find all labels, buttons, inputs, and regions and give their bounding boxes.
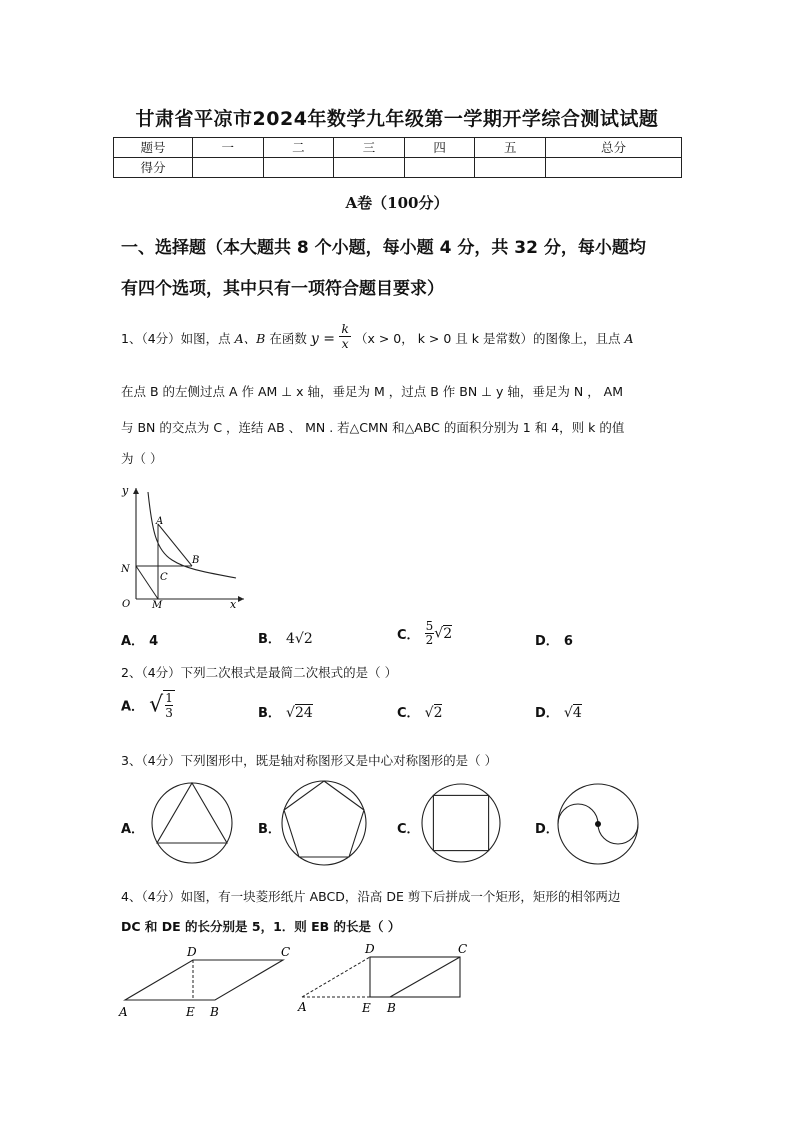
label-d: D	[365, 942, 375, 956]
score-header-cell: 题号	[114, 138, 193, 158]
q2-option-d-label: D．	[535, 706, 559, 721]
q1-prefix: 1、（4分）如图，点	[121, 331, 231, 346]
q3-option-d-label[interactable]: D．	[535, 822, 559, 837]
q2-option-c-label: C．	[397, 706, 420, 721]
label-a: A	[298, 1000, 307, 1014]
q2-option-c-rad: 2	[433, 705, 443, 721]
q1-point-a: A	[624, 331, 634, 346]
score-input-cell	[334, 158, 405, 178]
q1-hyperbola-figure	[112, 480, 252, 612]
page-title: 甘肃省平凉市2024年数学九年级第一学期开学综合测试试题	[135, 108, 659, 130]
q1-line2: 在点 B 的左侧过点 A 作 AM ⊥ x 轴，垂足为 M ，过点 B 作 BN ⊥ y 轴，垂足为 N ， AM	[121, 384, 624, 399]
label-c: C	[160, 572, 168, 583]
label-b: B	[192, 555, 200, 566]
q4-line2: DC 和 DE 的长分别是 5，1．则 EB 的长是（ ）	[121, 919, 401, 934]
q1-frac-num: k	[341, 321, 349, 336]
rhombus-abcd	[125, 960, 283, 1000]
q1-line1: 1、（4分）如图，点 A、B 在函数 y = $\frac{k}{x}$ （x > 0， k > 0 且 k 是常数）的图像上，且点 A	[121, 321, 634, 351]
q1-option-d-label: D．	[535, 634, 559, 649]
q1-option-a[interactable]	[121, 630, 158, 649]
q2-option-b-rad: 24	[294, 705, 313, 721]
q1-option-b-label: B．	[258, 632, 281, 647]
section-heading-line1: 一、选择题（本大题共 8 个小题，每小题 4 分，共 32 分，每小题均	[121, 238, 646, 258]
q2-option-d[interactable]: D． √4	[535, 705, 582, 721]
volume-heading: A卷（100分）	[345, 194, 449, 212]
score-header-cell: 二	[263, 138, 334, 158]
label-b: B	[387, 1001, 396, 1015]
q2-option-a-den: 3	[165, 706, 173, 720]
label-x: x	[230, 598, 237, 611]
label-e: E	[362, 1001, 371, 1015]
score-header-cell: 五	[475, 138, 546, 158]
segment-mn	[136, 566, 158, 599]
label-a: A	[119, 1005, 128, 1019]
rectangle	[370, 957, 460, 997]
q1-option-d[interactable]	[535, 630, 573, 649]
q2-option-a-num: 1	[165, 691, 173, 705]
score-row-label: 得分	[114, 158, 193, 178]
inscribed-square	[433, 795, 488, 850]
q2-stem: 2、（4分）下列二次根式是最简二次根式的是（ ）	[121, 665, 398, 680]
q2-option-b[interactable]: B． √24	[258, 705, 313, 721]
score-header-cell: 总分	[546, 138, 682, 158]
circle-shape	[152, 783, 232, 863]
score-input-cell	[193, 158, 264, 178]
q1-option-a-label: A．	[121, 634, 145, 649]
q1-option-c-label: C．	[397, 628, 420, 643]
section-heading-line2: 有四个选项，其中只有一项符合题目要求）	[121, 279, 444, 299]
label-a: A	[156, 516, 164, 527]
q1-option-c-fraction	[425, 620, 435, 647]
segment-ab	[158, 524, 192, 566]
q1-option-c[interactable]: C． $\frac{5}{2}$ √2	[397, 619, 453, 647]
q2-option-a-fraction	[163, 690, 175, 720]
x-axis-arrow	[238, 596, 244, 602]
score-header-cell: 三	[334, 138, 405, 158]
label-d: D	[187, 945, 197, 959]
q3-option-a-figure[interactable]	[150, 781, 234, 865]
label-b: B	[210, 1005, 219, 1019]
q1-option-b[interactable]	[258, 628, 313, 647]
q3-option-c-figure[interactable]	[420, 782, 502, 864]
score-input-cell	[546, 158, 682, 178]
center-dot	[595, 821, 601, 827]
score-table-header-row	[114, 138, 682, 158]
label-c: C	[458, 942, 468, 956]
label-e: E	[186, 1005, 195, 1019]
score-header-cell: 四	[404, 138, 475, 158]
q1-y: y	[310, 331, 319, 347]
q1-in-function: 在函数	[269, 331, 307, 346]
q1-option-d-value: 6	[563, 634, 573, 649]
q4-line1: 4、（4分）如图，有一块菱形纸片 ABCD，沿高 DE 剪下后拼成一个矩形，矩形的相邻两边	[121, 889, 621, 904]
q1-frac-den: x	[341, 336, 349, 351]
q4-rhombus-figure	[115, 940, 305, 1020]
q3-option-c-label[interactable]: C．	[397, 822, 420, 837]
q1-fraction	[339, 322, 351, 351]
q1-points: A、B	[234, 331, 266, 346]
q2-option-b-label: B．	[258, 706, 281, 721]
q2-option-d-rad: 4	[572, 705, 582, 721]
label-o: O	[122, 599, 131, 610]
circle-shape	[282, 781, 366, 865]
q1-option-a-value: 4	[149, 634, 159, 649]
score-input-cell	[263, 158, 334, 178]
q1-option-b-value: 4√2	[286, 631, 313, 647]
score-table	[113, 137, 682, 178]
q1-condition: （x > 0， k > 0 且 k 是常数）的图像上，且点	[354, 331, 621, 346]
q3-option-a-label[interactable]: A．	[121, 822, 145, 837]
q1-line4: 为（ ）	[121, 451, 163, 466]
q1-option-c-num: 5	[425, 619, 434, 633]
label-y: y	[122, 484, 129, 497]
q1-option-c-rad: 2	[443, 625, 453, 642]
label-c: C	[281, 945, 291, 959]
score-input-cell	[475, 158, 546, 178]
label-n: N	[121, 564, 130, 575]
q2-option-a-label: A．	[121, 699, 145, 715]
score-input-cell	[404, 158, 475, 178]
cut-line	[390, 957, 460, 997]
q2-option-a[interactable]: A． √ $\frac{1}{3}$	[121, 691, 173, 720]
q3-stem: 3、（4分）下列图形中，既是轴对称图形又是中心对称图形的是（ ）	[121, 753, 498, 768]
dashed-ad	[302, 957, 370, 997]
q2-option-c[interactable]: C． √2	[397, 705, 443, 721]
label-m: M	[152, 600, 163, 611]
q1-line3: 与 BN 的交点为 C ，连结 AB 、 MN . 若△CMN 和△ABC 的面积分别为 1 和 4，则 k 的值	[121, 420, 625, 435]
score-header-cell: 一	[193, 138, 264, 158]
q4-rectangle-figure	[294, 940, 484, 1020]
q3-option-b-label[interactable]: B．	[258, 822, 281, 837]
q3-option-b-figure[interactable]	[280, 779, 368, 867]
score-table-score-row	[114, 158, 682, 178]
q1-option-c-den: 2	[425, 633, 434, 647]
y-axis-arrow	[133, 488, 139, 494]
q3-option-d-figure[interactable]	[556, 782, 640, 866]
